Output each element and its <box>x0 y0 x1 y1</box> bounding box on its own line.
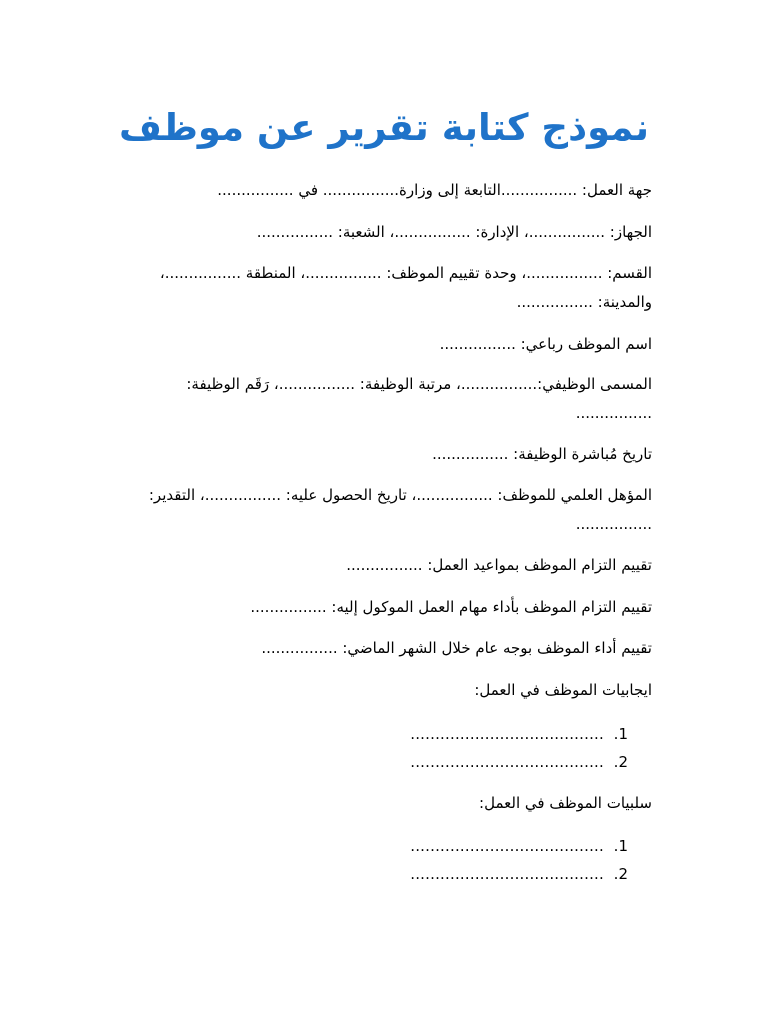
positives-heading: ايجابيات الموظف في العمل: <box>474 681 652 699</box>
list-blank: ....................................... <box>410 837 604 855</box>
list-number: 2. <box>613 753 628 771</box>
list-number: 1. <box>613 837 628 855</box>
start-date-line: تاريخ مُباشرة الوظيفة: ................ <box>432 445 652 463</box>
list-number: 2. <box>613 865 628 883</box>
list-number: 1. <box>613 725 628 743</box>
negatives-heading: سلبيات الموظف في العمل: <box>479 794 652 812</box>
section-line: القسم: ................، وحدة تقييم الموظف: ................، المنطقة ................، والمدينة: ................ <box>159 264 652 311</box>
qualification-line: المؤهل العلمي للموظف: ................، تاريخ الحصول عليه: ................، التقدير: ................ <box>148 486 652 533</box>
task-evaluation-line: تقييم التزام الموظف بأداء مهام العمل الموكول إليه: ................ <box>250 598 652 616</box>
page-title: نموذج كتابة تقرير عن موظف <box>119 106 649 149</box>
department-line: الجهاز: ................، الإدارة: ................، الشعبة: ................ <box>256 223 652 241</box>
list-blank: ....................................... <box>410 725 604 743</box>
job-title-line: المسمى الوظيفي:................، مرتبة الوظيفة: ................، رَقَم الوظيفة: ................ <box>186 375 652 422</box>
employee-name-line: اسم الموظف رباعي: ................ <box>439 335 652 353</box>
list-blank: ....................................... <box>410 753 604 771</box>
general-evaluation-line: تقييم أداء الموظف بوجه عام خلال الشهر الماضي: ................ <box>261 639 652 657</box>
attendance-evaluation-line: تقييم التزام الموظف بمواعيد العمل: ................ <box>346 556 652 574</box>
list-blank: ....................................... <box>410 865 604 883</box>
workplace-line: جهة العمل: ................التابعة إلى وزارة................ في ................ <box>217 181 652 199</box>
